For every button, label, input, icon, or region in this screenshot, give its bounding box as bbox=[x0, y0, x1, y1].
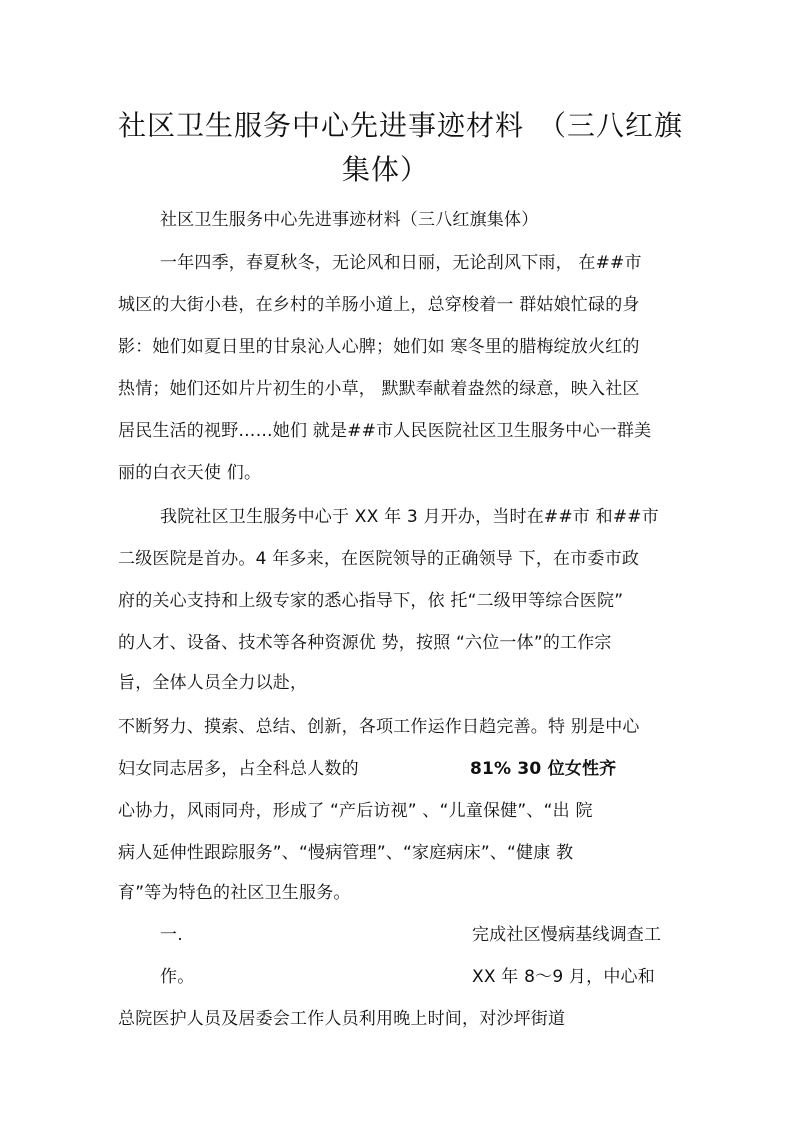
para2-line: 的人才、设备、技术等各种资源优 势，按照 “六位一体”的工作宗 bbox=[118, 633, 612, 653]
para2-line: 心协力，风雨同舟，形成了 “产后访视” 、“儿童保健”、“出 院 bbox=[118, 801, 593, 821]
section1-text: 总院医护人员及居委会工作人员利用晚上时间，对沙坪街道 bbox=[118, 1009, 566, 1029]
para2-line: 育”等为特色的社区卫生服务。 bbox=[118, 883, 351, 903]
para2-line: 我院社区卫生服务中心于 XX 年 3 月开办，当时在##市 和##市 bbox=[160, 507, 659, 527]
document-title-paren: （三八红旗 bbox=[538, 109, 684, 142]
para1-line: 一年四季，春夏秋冬，无论风和日丽，无论刮风下雨， 在##市 bbox=[160, 253, 642, 273]
para2-line-stat: 81% 30 位女性齐 bbox=[470, 759, 617, 779]
document-title-main: 社区卫生服务中心先进事迹材料 bbox=[118, 109, 525, 142]
para2-line: 旨，全体人员全力以赴， bbox=[118, 673, 308, 693]
section1-text: XX 年 8～9 月，中心和 bbox=[472, 967, 655, 987]
para2-line: 府的关心支持和上级专家的悉心指导下，依 托“二级甲等综合医院” bbox=[118, 591, 624, 611]
para1-line: 热情；她们还如片片初生的小草， 默默奉献着盎然的绿意，映入社区 bbox=[118, 379, 640, 399]
para1-line: 丽的白衣天使 们。 bbox=[118, 463, 262, 483]
para1-line: 居民生活的视野……她们 就是##市人民医院社区卫生服务中心一群美 bbox=[118, 421, 652, 441]
section1-title-end: 作。 bbox=[160, 967, 195, 987]
para1-line: 影：她们如夏日里的甘泉沁人心脾；她们如 寒冬里的腊梅绽放火红的 bbox=[118, 337, 640, 357]
document-subtitle: 社区卫生服务中心先进事迹材料（三八红旗集体） bbox=[160, 210, 539, 230]
para2-line: 二级医院是首办。4 年多来，在医院领导的正确领导 下，在市委市政 bbox=[118, 549, 640, 569]
para1-line: 城区的大街小巷，在乡村的羊肠小道上，总穿梭着一 群姑娘忙碌的身 bbox=[118, 295, 640, 315]
para2-line: 不断努力、摸索、总结、创新，各项工作运作日趋完善。特 别是中心 bbox=[118, 717, 640, 737]
document-title-line2: 集体） bbox=[342, 153, 430, 186]
para2-line: 妇女同志居多，占全科总人数的 bbox=[118, 759, 359, 779]
section1-number: 一. bbox=[160, 925, 183, 945]
section1-title: 完成社区慢病基线调查工 bbox=[472, 925, 662, 945]
para2-line: 病人延伸性跟踪服务”、“慢病管理”、“家庭病床”、“健康 教 bbox=[118, 843, 574, 863]
